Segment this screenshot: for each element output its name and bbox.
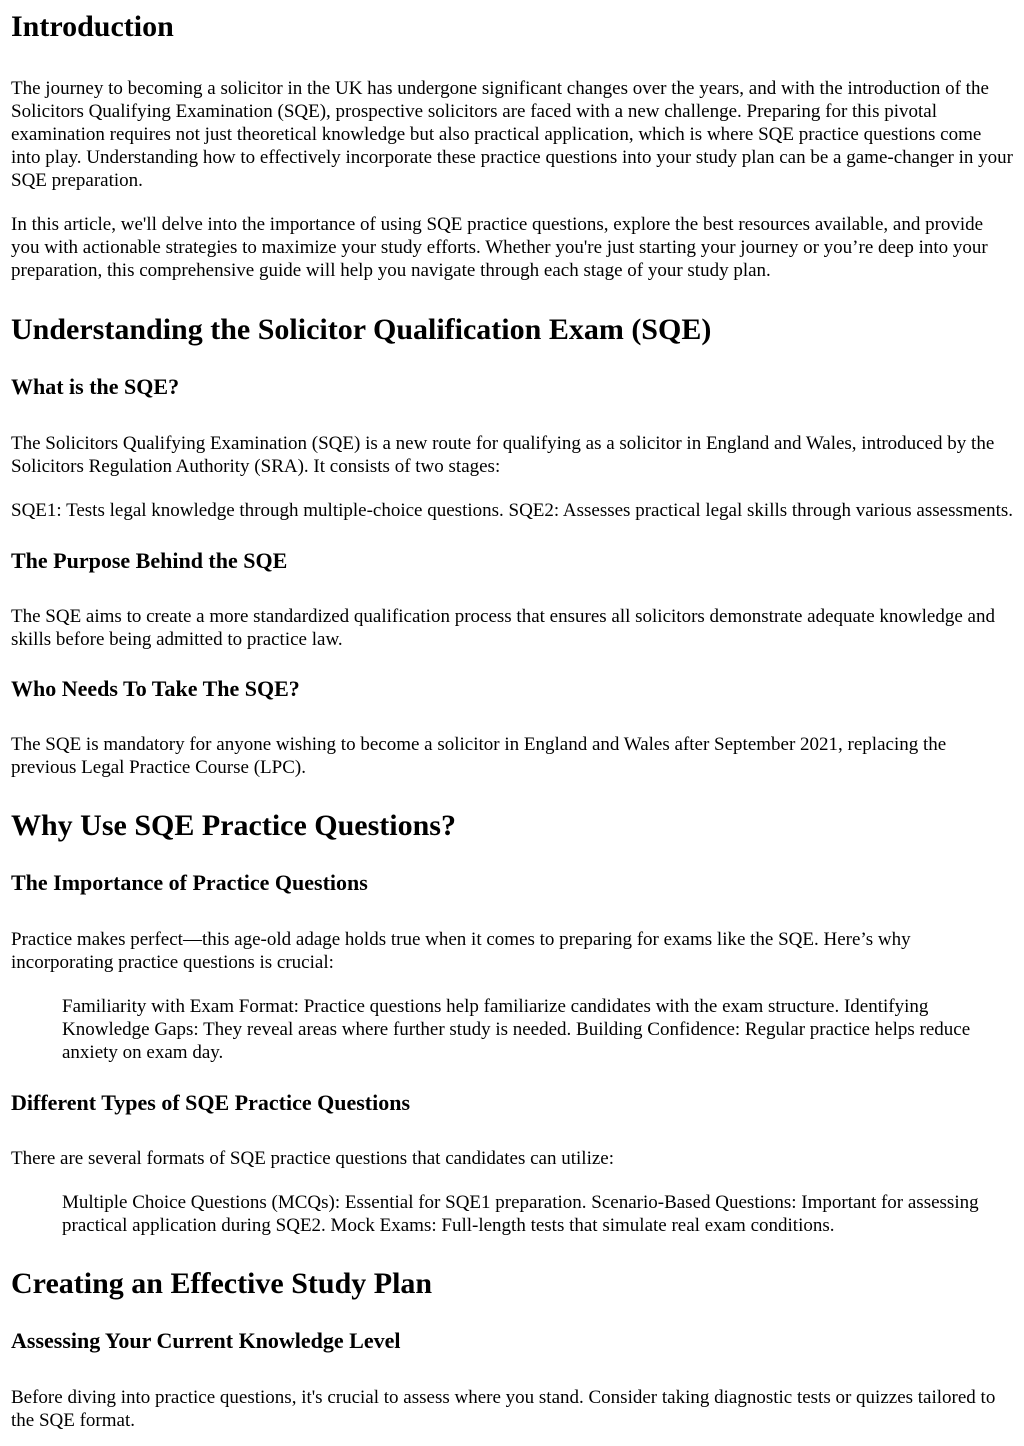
heading-why-practice-questions: Why Use SQE Practice Questions? <box>11 809 456 842</box>
subheading-assessing-knowledge: Assessing Your Current Knowledge Level <box>11 1328 401 1353</box>
heading-creating-study-plan: Creating an Effective Study Plan <box>11 1267 433 1300</box>
question-types-blockquote: Multiple Choice Questions (MCQs): Essential for SQE1 preparation. Scenario-Based Questions: Important for assessing practical application during SQE2. Mock Exams: Full-length tests that simulate real exam conditions. <box>62 1192 979 1236</box>
subheading-purpose-of-sqe: The Purpose Behind the SQE <box>11 548 288 573</box>
assessing-paragraph: Before diving into practice questions, it's crucial to assess where you stand. Consider taking diagnostic tests or quizzes tailored to the SQE format. <box>11 1387 996 1431</box>
introduction-paragraph-1: The journey to becoming a solicitor in the UK has undergone significant changes over the years, and with the introduction of the Solicitors Qualifying Examination (SQE), prospective solicitors are faced with a new challenge. Preparing for this pivotal examination requires not just theoretical knowledge but also practical application, which is where SQE practice questions come into play. Understanding how to effectively incorporate these practice questions into your study plan can be a game-changer in your SQE preparation. <box>11 78 1013 191</box>
types-paragraph: There are several formats of SQE practice questions that candidates can utilize: <box>11 1148 614 1169</box>
sqe-stages-paragraph: SQE1: Tests legal knowledge through multiple-choice questions. SQE2: Assesses practical legal skills through various assessments. <box>11 500 1014 521</box>
heading-understanding-sqe: Understanding the Solicitor Qualification Exam (SQE) <box>11 313 712 346</box>
subheading-types-of-questions: Different Types of SQE Practice Questions <box>11 1090 411 1115</box>
introduction-paragraph-2: In this article, we'll delve into the importance of using SQE practice questions, explore the best resources available, and provide you with actionable strategies to maximize your study efforts. Whether you're just starting your journey or you’re deep into your preparation, this comprehensive guide will help you navigate through each stage of your study plan. <box>11 214 988 281</box>
purpose-paragraph: The SQE aims to create a more standardized qualification process that ensures all solicitors demonstrate adequate knowledge and skills before being admitted to practice law. <box>11 606 995 650</box>
benefits-blockquote: Familiarity with Exam Format: Practice questions help familiarize candidates with the exam structure. Identifying Knowledge Gaps: They reveal areas where further study is needed. Building Confidence: Regular practice helps reduce anxiety on exam day. <box>62 996 971 1063</box>
subheading-what-is-sqe: What is the SQE? <box>11 374 180 399</box>
importance-paragraph: Practice makes perfect—this age-old adage holds true when it comes to preparing for exams like the SQE. Here’s why incorporating practice questions is crucial: <box>11 929 911 973</box>
what-is-sqe-paragraph: The Solicitors Qualifying Examination (SQE) is a new route for qualifying as a solicitor in England and Wales, introduced by the Solicitors Regulation Authority (SRA). It consists of two stages: <box>11 433 995 477</box>
subheading-importance-of-practice: The Importance of Practice Questions <box>11 870 368 895</box>
who-needs-sqe-paragraph: The SQE is mandatory for anyone wishing to become a solicitor in England and Wales after September 2021, replacing the previous Legal Practice Course (LPC). <box>11 734 947 778</box>
heading-introduction: Introduction <box>11 10 174 43</box>
subheading-who-needs-sqe: Who Needs To Take The SQE? <box>11 676 300 701</box>
